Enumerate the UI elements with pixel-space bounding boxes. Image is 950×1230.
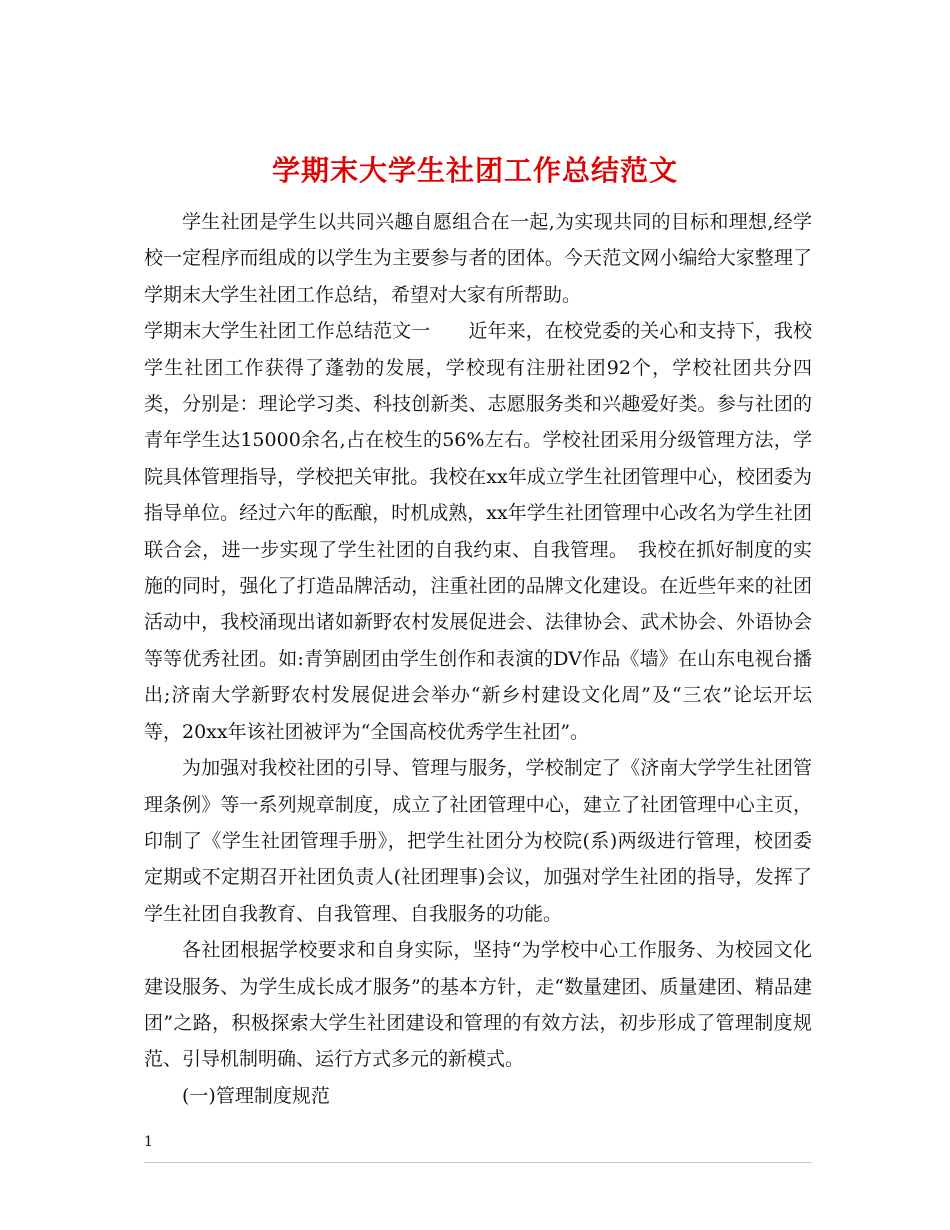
- section-heading-management: (一)管理制度规范: [182, 1084, 330, 1107]
- paragraph-sample-one: 学期末大学生社团工作总结范文一 近年来，在校党委的关心和支持下，我校学生社团工作获得了蓬勃的发展，学校现有注册社团92个，学校社团共分四类，分别是：理论学习类、科技创新类、志愿服务类和兴趣爱好类。参与社团的青年学生达15000余名,占在校生的56%左右。学校社团采用分级管理方法，学院具体管理指导，学校把关审批。我校在xx年成立学生社团管理中心，校团委为指导单位。经过六年的酝酿，时机成熟，xx年学生社团管理中心改名为学生社团联合会，进一步实现了学生社团的自我约束、自我管理。 我校在抓好制度的实施的同时，强化了打造品牌活动，注重社团的品牌文化建设。在近些年来的社团活动中，我校涌现出诸如新野农村发展促进会、法律协会、武术协会、外语协会等等优秀社团。如:青笋剧团由学生创作和表演的DV作品《墙》在山东电视台播出;济南大学新野农村发展促进会举办“新乡村建设文化周”及“三农”论坛开坛等，20xx年该社团被评为“全国高校优秀学生社团”。: [144, 320, 812, 743]
- paragraph-intro: 学生社团是学生以共同兴趣自愿组合在一起,为实现共同的目标和理想,经学校一定程序而组成的以学生为主要参与者的团体。今天范文网小编给大家整理了学期末大学生社团工作总结，希望对大家有所帮助。: [144, 211, 812, 306]
- document-body: [144, 204, 812, 1114]
- paragraph-guidelines: 各社团根据学校要求和自身实际，坚持“为学校中心工作服务、为校园文化建设服务、为学生成长成才服务”的基本方针，走“数量建团、质量建团、精品建团”之路，积极探索大学生社团建设和管理的有效方法，初步形成了管理制度规范、引导机制明确、运行方式多元的新模式。: [144, 939, 812, 1071]
- footer-divider: [144, 1162, 812, 1163]
- paragraph-regulations: 为加强对我校社团的引导、管理与服务，学校制定了《济南大学学生社团管理条例》等一系列规章制度，成立了社团管理中心，建立了社团管理中心主页，印制了《学生社团管理手册》，把学生社团分为校院(系)两级进行管理，校团委定期或不定期召开社团负责人(社团理事)会议，加强对学生社团的指导，发挥了学生社团自我教育、自我管理、自我服务的功能。: [144, 757, 812, 925]
- document-title: 学期末大学生社团工作总结范文: [271, 153, 678, 187]
- page-number: 1: [144, 1134, 153, 1150]
